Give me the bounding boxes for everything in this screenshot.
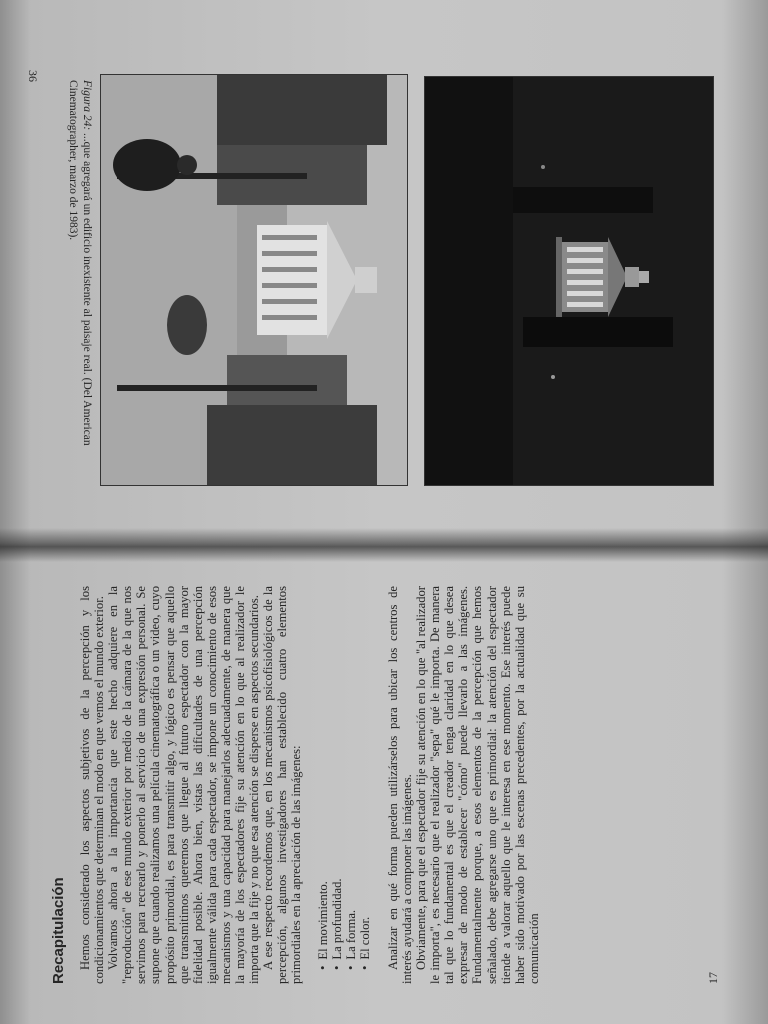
paragraph: Hemos considerado los aspectos subjetivos de la percepción y los condicionamientos que determinan el modo en que vemos el mundo exterior.: [78, 586, 107, 984]
bullet-item: • La profundidad.: [330, 586, 344, 970]
paragraph: A ese respecto recordemos que, en los mecanismos psicofisiológicos de la percepción, algunos investigadores han establecido cuatro elementos primordiales en la apreciación de las imágenes:: [261, 586, 304, 984]
bullet-item: • El movimiento.: [316, 586, 330, 970]
page-number: 17: [706, 972, 720, 984]
paragraph: Analizar en qué forma pueden utilizárselos para ubicar los centros de interés ayudará a componer las imágenes.: [385, 586, 414, 984]
body-text: [78, 586, 541, 984]
paragraph: Volvamos ahora a la importancia que este hecho adquiere en la "reproducción" de ese mundo exterior por medio de la cámara de la que nos servimos para recrearlo y ponerlo al servicio de una expresión personal. Se supone que cuando realizamos una película cinematográfica o un video, cuyo propósito primordial, es para transmitir algo, y lógico es pensar que aquello que transmitimos queremos que llegue al futuro espectador con la mayor fidelidad posible. Ahora bien, vistas las dificultades de una percepción igualmente válida para cada espectador, se impone un conocimiento de esos mecanismos y una capacidad para manejarlos adecuadamente, de manera que la mayoría de los espectadores fije su atención en lo que al realizador le importa que la fije y no que esa atención se disperse en aspectos secundarios.: [106, 586, 262, 984]
page-number: 36: [26, 70, 40, 82]
caption-label: Figura 24:: [81, 80, 93, 131]
caption-text: ...que agregará un edificio inexistente al paisaje real. (Del American Cinematographer, marzo de 1983).: [67, 80, 93, 446]
bullet-list: [316, 586, 372, 970]
paragraph: Obviamente, para que el espectador fije su atención en lo que "al realizador le importa", es necesario que el realizador "sepa" qué le importa. De manera tal que lo fundamental es que el creador tenga claridad en lo que desea expresar de modo de establecer "cómo" puede llevarlo a las imágenes. Fundamentalmente porque, a esos elementos de la percepción que hemos señalado, debe agregarse uno que es primordial: la atención del espectador tiende a valorar aquello que le interesa en ese momento. Ese interés puede haber sido motivado por las escenas precedentes, por la actualidad que su comunicación: [414, 586, 541, 984]
bullet-item: • La forma.: [344, 586, 358, 970]
section-heading: Recapitulación: [50, 877, 67, 984]
bullet-item: • El color.: [358, 586, 372, 970]
